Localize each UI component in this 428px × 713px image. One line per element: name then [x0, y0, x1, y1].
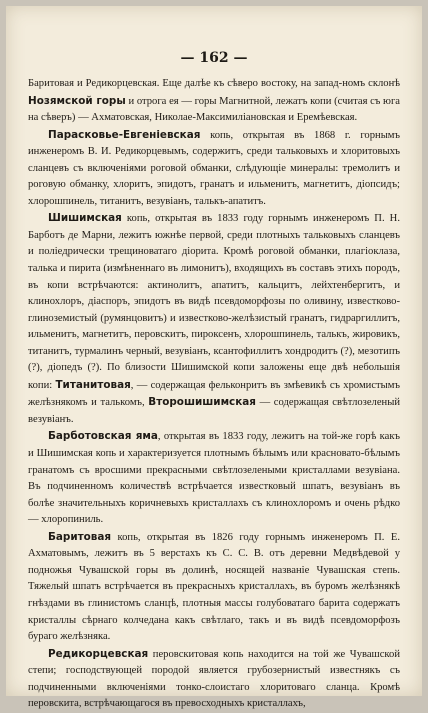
bold-term: Шишимская	[48, 212, 122, 225]
bold-term: Редикорцевская	[48, 647, 149, 660]
page-number: — 162 —	[180, 50, 248, 66]
paragraph	[28, 529, 400, 646]
paragraph	[28, 76, 400, 127]
bold-term: Барботовская яма	[48, 430, 158, 443]
paragraph	[28, 428, 400, 528]
paragraph	[28, 210, 400, 428]
bold-term: Титанитовая	[55, 378, 131, 391]
text-run: перовскитовая копь находится на той же Чувашской степи; господствующей породой является грубозернистый известнякъ съ подчиненными включеніями тонко-слоистаго хлоритоваго сланца. Кромѣ перовскита, встрѣчающагося въ превосходныхъ кристаллахъ,	[28, 648, 400, 710]
text-run: Баритовая и Редикорцевская. Еще далѣе къ сѣверо востоку, на запад-номъ склонѣ	[28, 78, 400, 89]
bold-term: Нозямской горы	[28, 94, 126, 107]
text-run: и отрога ея — горы Магнитной, лежатъ копи (считая съ юга на сѣверъ) — Ахматовская, Николае-Максимиліановская и Еремѣевская.	[28, 95, 400, 124]
text-run: , открытая въ 1833 году, лежитъ на той-же горѣ какъ и Шишимская копь и характеризуется плотнымъ бѣлымъ или красновато-бѣлымъ гранатомъ съ вросшими прекрасными свѣтлозелеными кристаллами везувіана. Въ подчиненномъ количествѣ встрѣчается известковый шпатъ, везувіанъ въ болѣе значительныхъ коричневыхъ кристаллахъ съ клинохлоромъ и очень рѣдко — хлоропиниль.	[28, 431, 400, 526]
paragraph	[28, 127, 400, 211]
bold-term: Парасковье-Евгеніевская	[48, 128, 201, 141]
bold-term: Второшишимская	[148, 396, 256, 409]
body-text	[28, 76, 400, 713]
text-run: копь, открытая въ 1833 году горнымъ инженеромъ П. Н. Барботъ де Марни, лежитъ южнѣе первой, среди плотныхъ тальковыхъ сланцевъ и поліедрически трещиноватаго діорита. Кромѣ роговой обманки, плагіоклаза, талька и пирита (измѣненнаго въ лимонитъ), входящихъ въ составъ этихъ породъ, въ копи встрѣчаются: актинолитъ, апатитъ, кальцитъ, лейхтенбергитъ, и клинохлоръ, діаспоръ, эпидотъ въ видѣ псевдоморфозы по оливину, известково-глиноземистый (румянцовитъ) и известково-желѣзистый гранатъ, гидраргиллитъ, ильменитъ, магнетитъ, перовскитъ, пироксенъ, хлорошпинель, талькъ, жировикъ, титанитъ, турмалинъ черный, везувіанъ, ксантофиллитъ хондродитъ (?), мезотипъ (?), діопедъ (?). По близости Шишимской копи заложены еще двѣ небольшія копи:	[28, 213, 400, 391]
text-run: копь, открытая въ 1868 г. горнымъ инженеромъ В. И. Редикорцевымъ, содержитъ, среди тальковыхъ и хлоритовыхъ сланцевъ съ включеніями роговой обманки, слѣдующіе минералы: тремолитъ и роговую обманку, хлоритъ, эпидотъ, гранатъ и ильменитъ, магнетитъ, діопсидъ; хлорошпинель, титанитъ, везувіанъ, талькъ-апатитъ.	[28, 129, 400, 207]
text-run: , — содержащая фельконритъ въ змѣевикѣ съ хромистымъ желѣзнякомъ и талькомъ,	[28, 379, 400, 409]
text-run: — содержащая свѣтлозеленый везувіанъ.	[28, 397, 400, 425]
bold-term: Баритовая	[48, 530, 112, 543]
paragraph	[28, 646, 400, 713]
text-run: копь, открытая въ 1826 году горнымъ инженеромъ П. Е. Ахматовымъ, лежитъ въ 5 верстахъ къ С. С. В. отъ деревни Медвѣдевой у подножья Чувашской горы въ долинѣ, носящей названіе Чувашская степь. Тяжелый шпатъ встрѣчается въ прекрасныхъ кристаллахъ, въ буромъ желѣзнякѣ гнѣздами въ глинистомъ сланцѣ, плотныя массы голубоватаго барита содержатъ кристаллы сѣрнаго колчедана какъ свѣтлаго, такъ и въ видѣ псевдоморфозъ бураго желѣзняка.	[28, 531, 400, 643]
book-page	[6, 6, 422, 710]
